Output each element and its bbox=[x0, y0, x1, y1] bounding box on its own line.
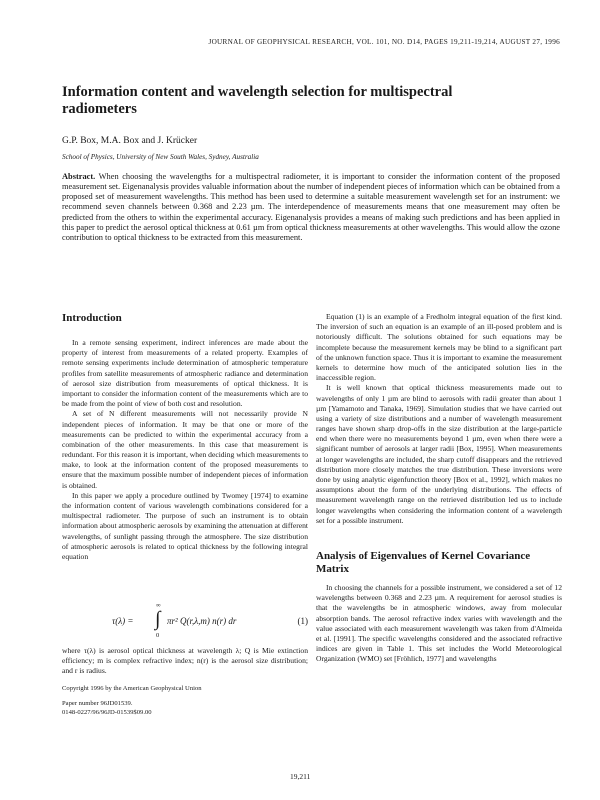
section-heading: Analysis of Eigenvalues of Kernel Covariance Matrix bbox=[316, 550, 531, 575]
paper-number: Paper number 96JD01539. bbox=[62, 700, 133, 707]
abstract-text: When choosing the wavelengths for a multispectral radiometer, it is important to consider the information content of the proposed measurement set. Eigenanalysis provides valuable information about the number of independent pieces of information which can be obtained from a proposed set of measurement wavelengths. This method has been used to determine a suitable measurement wavelength set for an instrument: we recommend seven channels between 0.368 and 2.23 µm. The interdependence of measurements means that one measurement may often be predicted from the others to within the experimental accuracy. Eigenanalysis provides a means of making such predictions and has been applied in this paper to predict the aerosol optical thickness at 0.61 µm from optical thickness measurements at other wavelengths. This would allow the ozone contribution to optical thickness to be extracted from this measurement. bbox=[62, 172, 560, 242]
intro-paragraph: In this paper we apply a procedure outlined by Twomey [1974] to examine the information content of various wavelength combinations considered for a multispectral radiometer. The purpose of such an instrument is to obtain information about atmospheric aerosols by examining the attenuation at different wavelengths, of sunlight passing through the atmosphere. The size distribution of atmospheric aerosols is related to optical thickness by the following integral equation bbox=[62, 490, 308, 561]
intro-paragraph: In a remote sensing experiment, indirect inferences are made about the property of interest from measurements of a related property. Examples of remote sensing experiments include determination of atmospheric temperature profiles from satellite measurements of atmospheric radiance and determination of aerosol size distribution from measurements of optical thickness. It is important to consider the information content of the measurements which are to be made from the point of view of both cost and resolution. bbox=[62, 338, 308, 409]
right-column-text bbox=[316, 312, 562, 526]
authors: G.P. Box, M.A. Box and J. Krücker bbox=[62, 136, 198, 146]
equation-number: (1) bbox=[297, 616, 308, 626]
page-number: 19,211 bbox=[290, 772, 311, 781]
equation-lhs: τ(λ) = bbox=[112, 616, 134, 626]
abstract-label: Abstract. bbox=[62, 172, 96, 181]
right-column-continued bbox=[316, 583, 562, 665]
issn-code: 0148-0227/96/96JD-01539$09.00 bbox=[62, 709, 152, 716]
copyright-block bbox=[62, 684, 308, 717]
integral-lower-limit: 0 bbox=[156, 632, 160, 639]
left-column-text bbox=[62, 338, 308, 562]
introduction-heading: Introduction bbox=[62, 312, 122, 324]
intro-paragraph: A set of N different measurements will not necessarily provide N independent pieces of information. It may be that one or more of the measurements can be predicted to within the experimental accuracy from a combination of the other measurements. In this case that measurement is redundant. For this reason it is important, when deciding which measurements to make, to look at the information content of the proposed measurements to ensure that the maximum possible number of independent pieces of information is obtained. bbox=[62, 409, 308, 490]
journal-header: JOURNAL OF GEOPHYSICAL RESEARCH, VOL. 101, NO. D14, PAGES 19,211-19,214, AUGUST 27, 1996 bbox=[208, 38, 560, 46]
integral-sign: ∫ bbox=[155, 608, 161, 630]
integral-upper-limit: ∞ bbox=[156, 602, 161, 609]
definition-paragraph: where τ(λ) is aerosol optical thickness at wavelength λ; Q is Mie extinction efficiency; m is complex refractive index; n(r) is the aerosol size distribution; and r is radius. bbox=[62, 646, 308, 676]
equation-1 bbox=[72, 602, 308, 640]
equation-rhs: πr² Q(r,λ,m) n(r) dr bbox=[167, 616, 237, 626]
equation-definition bbox=[62, 646, 308, 677]
copyright-notice: Copyright 1996 by the American Geophysical Union bbox=[62, 685, 202, 692]
affiliation: School of Physics, University of New South Wales, Sydney, Australia bbox=[62, 153, 259, 161]
paper-title: Information content and wavelength selection for multispectral radiometers bbox=[62, 84, 453, 117]
abstract bbox=[62, 172, 560, 243]
body-paragraph: In choosing the channels for a possible instrument, we considered a set of 12 wavelengths between 0.368 and 2.23 µm. A requirement for aerosol studies is that the wavelengths be in atmospheric windows, away from molecular absorption bands. The aerosol refractive index varies with wavelength and the value associated with each measurement wavelength was taken from d'Almeida et al. [1991]. The specific wavelengths considered and the associated refractive indices are given in Table 1. This set includes the World Meteorological Organization (WMO) set [Fröhlich, 1977] and wavelengths bbox=[316, 583, 562, 664]
body-paragraph: It is well known that optical thickness measurements made out to wavelengths of only 1 µm are blind to aerosols with radii greater than about 1 µm [Yamamoto and Tanaka, 1969]. Simulation studies that we have carried out using a variety of size distributions and a number of wavelength measurement ranges have shown sharp drop-offs in the size distribution at the large-particle end when there were no measurements beyond 1 µm, even when there were a significant number of aerosols at larger radii [Box, 1995]. When measurements at longer wavelengths are included, the sharp cutoff disappears and the retrieved distribution more closely matches the true distribution. These inversions were done by using analytic eigenfunction theory [Box et al., 1992], which makes no assumptions about the form of the underlying distributions. The effects of measurement wavelength range on the retrieved distribution led us to include longer wavelengths when considering the information content of a wavelength set for a possible instrument. bbox=[316, 383, 562, 525]
body-paragraph: Equation (1) is an example of a Fredholm integral equation of the first kind. The inversion of such an equation is an example of an ill-posed problem and is notoriously difficult. The solutions obtained for such equations may be incomplete because the measurement kernels may be blind to a significant part of the unknown function space. Thus it is important to examine the measurement kernels to determine how much of the anticipated solution lies in the inaccessible region. bbox=[316, 312, 562, 383]
